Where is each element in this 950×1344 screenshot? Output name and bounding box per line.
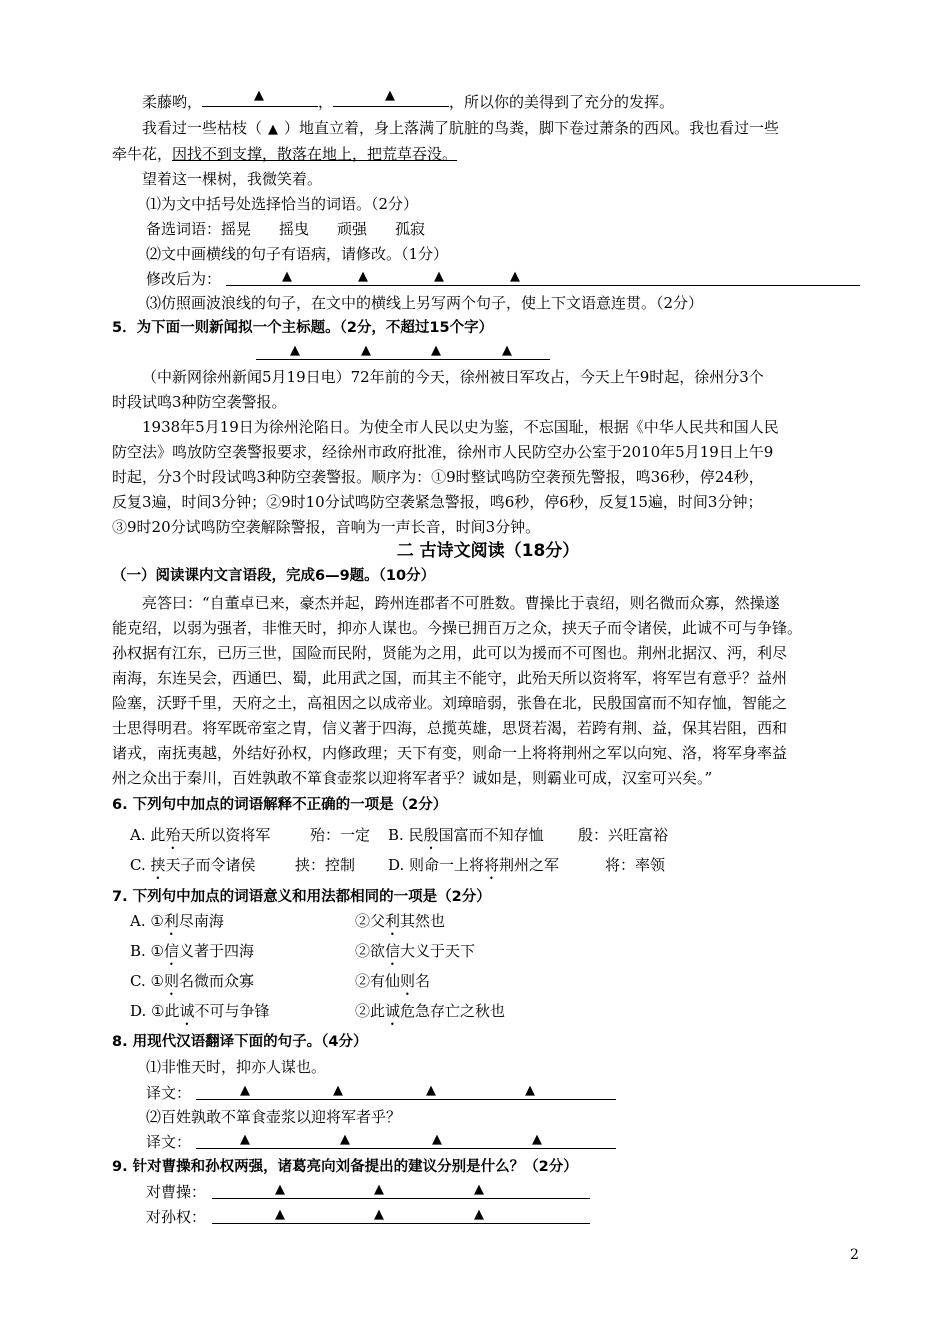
dotted-word: 诚: [385, 1002, 401, 1020]
options-label: 备选词语：: [146, 220, 222, 238]
sun-quan-label: 对孙权：: [146, 1208, 207, 1226]
triangle-icon: ▲: [240, 1132, 250, 1147]
option-d[interactable]: D. 则命一上将: [388, 856, 485, 874]
underlined-sentence: 因找不到支撑，散落在地上，把荒草吞没。: [172, 145, 458, 163]
answer-line[interactable]: [196, 1099, 616, 1100]
dotted-word: 将: [484, 856, 500, 874]
text: 其然也: [400, 912, 446, 930]
text: ，: [318, 93, 334, 111]
triangle-icon: ▲: [374, 1207, 384, 1222]
news-line: ③9时20分试鸣防空袭解除警报，音响为一声长音，时间3分钟。: [112, 518, 541, 536]
text: ）地直立着，身上落满了肮脏的鸟粪，脚下卷过萧条的西风。我也看过一些: [284, 119, 780, 137]
explanation: 殷：兴旺富裕: [578, 826, 669, 844]
text: C. ①: [130, 972, 164, 990]
text: 天所以资将军: [180, 826, 271, 844]
triangle-icon: ▲: [426, 1083, 436, 1098]
option-word: 顽强: [337, 220, 368, 238]
page-number: 2: [850, 1247, 859, 1263]
question-7-option-d[interactable]: [130, 998, 882, 1024]
fix-label: 修改后为：: [146, 270, 222, 288]
news-line: 时段试鸣3种防空袭警报。: [112, 393, 287, 411]
dotted-word: 诚: [179, 1002, 195, 1020]
question-5-title: 5．为下面一则新闻拟一个主标题。（2分，不超过15个字）: [112, 320, 494, 336]
triangle-icon: ▲: [340, 1132, 350, 1147]
dotted-word: 殷: [423, 826, 439, 844]
cao-cao-label: 对曹操：: [146, 1183, 207, 1201]
classical-text-line: 南海，东连吴会，西通巴、蜀，此用武之国，而其主不能守，此殆天所以资将军，将军岂有意乎？益州: [112, 669, 788, 687]
text: D. ①此: [130, 1002, 180, 1020]
triangle-icon: ▲: [374, 1182, 384, 1197]
subsection-title: （一）阅读课内文言语段，完成6—9题。（10分）: [112, 568, 436, 584]
classical-text-line: 能克绍，以弱为强者，非惟天时，抑亦人谋也。今操已拥百万之众，挟天子而令诸侯，此诚不可与争锋。: [112, 619, 803, 637]
text: 危急存亡之秋也: [400, 1002, 506, 1020]
triangle-icon: ▲: [502, 343, 512, 358]
option-word: 摇晃: [221, 220, 252, 238]
poem-line-1: [112, 88, 864, 114]
news-line: 1938年5月19日为徐州沦陷日。为使全市人民以史为鉴，不忘国耻，根据《中华人民共和国人民: [142, 418, 779, 436]
answer-line[interactable]: [212, 1198, 590, 1199]
answer-line[interactable]: [196, 1148, 616, 1149]
text: 不可与争锋: [194, 1002, 270, 1020]
text: ②有仙: [355, 972, 401, 990]
triangle-icon: ▲: [275, 1182, 285, 1197]
text: ②父: [355, 912, 386, 930]
triangle-icon: ▲: [510, 269, 520, 284]
triangle-icon: ▲: [240, 1083, 250, 1098]
classical-text-line: 诸戎，南抚夷越，外结好孙权，内修政理；天下有变，则命一上将将荆州之军以向宛、洛，将军身率益: [112, 744, 788, 762]
paragraph-line: [112, 115, 864, 141]
dotted-word: 信: [164, 942, 180, 960]
paragraph-line: [112, 141, 864, 167]
text: 尽南海: [178, 912, 224, 930]
triangle-icon: ▲: [333, 1083, 343, 1098]
fix-line: [146, 266, 898, 292]
triangle-icon: ▲: [254, 88, 265, 103]
translation-row-2: [146, 1129, 898, 1155]
question-7-option-c[interactable]: [130, 968, 882, 994]
option-word: 摇曳: [279, 220, 310, 238]
classical-text-line: 险塞，沃野千里，天府之土，高祖因之以成帝业。刘璋暗弱，张鲁在北，民殷国富而不知存恤，智能之: [112, 694, 788, 712]
sub-question-1: ⑴为文中括号处选择恰当的词语。（2分）: [146, 195, 419, 213]
sub-question-3: ⑶仿照画波浪线的句子，在文中的横线上另写两个句子，使上下文语意连贯。（2分）: [146, 294, 704, 312]
answer-line[interactable]: [212, 1223, 590, 1224]
explanation: 将：率领: [605, 856, 666, 874]
text: 名: [415, 972, 431, 990]
answer-blank[interactable]: [333, 88, 449, 107]
triangle-icon: ▲: [358, 269, 368, 284]
classical-text-line: 州之众出于秦川，百姓孰敢不箪食壶浆以迎将军者乎？诚如是，则霸业可成，汉室可兴矣。”: [112, 769, 713, 787]
question-6-row-1: [130, 822, 882, 848]
question-9-title: 9. 针对曹操和孙权两强，诸葛亮向刘备提出的建议分别是什么？（2分）: [112, 1159, 578, 1175]
triangle-icon: ▲: [385, 88, 396, 103]
explanation: 挟：控制: [295, 856, 356, 874]
question-8-title: 8. 用现代汉语翻译下面的句子。（4分）: [112, 1034, 368, 1050]
classical-text-line: 士思得明君。将军既帝室之胄，信义著于四海，总揽英雄，思贤若渴，若跨有荆、益，保其岩阻，西和: [112, 719, 788, 737]
text: 我看过一些枯枝（: [142, 119, 263, 137]
triangle-icon: ▲: [361, 343, 371, 358]
option-a[interactable]: A. 此: [130, 826, 166, 844]
triangle-icon: ▲: [474, 1207, 484, 1222]
dotted-word: 则: [163, 972, 179, 990]
question-7-option-b[interactable]: [130, 938, 882, 964]
news-line: 防空法》鸣放防空袭警报要求，经徐州市政府批准，徐州市人民防空办公室于2010年5月19日上午9: [112, 443, 774, 461]
option-c[interactable]: C.: [130, 856, 151, 874]
option-b[interactable]: B. 民: [388, 826, 424, 844]
triangle-icon: ▲: [434, 269, 444, 284]
text: 义著于四海: [179, 942, 255, 960]
triangle-icon: ▲: [432, 1132, 442, 1147]
word-options: [146, 216, 898, 242]
triangle-icon: ▲: [474, 1182, 484, 1197]
translation-label: 译文：: [146, 1133, 192, 1151]
triangle-icon: ▲: [525, 1083, 535, 1098]
answer-line[interactable]: [226, 285, 860, 286]
paragraph-line: 望着这一棵树，我微笑着。: [142, 170, 323, 188]
section-title: 二 古诗文阅读（18分）: [396, 541, 580, 561]
text: 国富而不知存恤: [438, 826, 544, 844]
triangle-icon: ▲: [290, 343, 300, 358]
dotted-word: 利: [163, 912, 179, 930]
question-7-title: 7. 下列句中加点的词语意义和用法都相同的一项是（2分）: [112, 889, 491, 905]
classical-text-line: 孙权据有江东，已历三世，国险而民附，贤能为之用，此可以为援而不可图也。荆州北据汉、沔，利尽: [112, 644, 788, 662]
dotted-word: 挟: [150, 856, 166, 874]
text: A. ①: [130, 912, 164, 930]
text: 大义于天下: [400, 942, 476, 960]
answer-blank[interactable]: [202, 88, 318, 107]
text: 柔藤哟，: [142, 93, 203, 111]
triangle-icon: ▲: [431, 343, 441, 358]
triangle-icon: ▲: [275, 1207, 285, 1222]
triangle-icon: ▲: [532, 1132, 542, 1147]
dotted-word: 信: [385, 942, 401, 960]
text: 荆州之军: [499, 856, 560, 874]
sentence-1: ⑴非惟天时，抑亦人谋也。: [146, 1058, 327, 1076]
news-line: 反复3遍，时间3分钟；②9时10分试鸣防空袭紧急警报，鸣6秒，停6秒，反复15遍，时间3分钟；: [112, 493, 763, 511]
dotted-word: 则: [400, 972, 416, 990]
option-word: 孤寂: [395, 220, 426, 238]
question-6-row-2: [130, 852, 882, 878]
translation-row-1: [146, 1080, 898, 1106]
classical-text-line: 亮答曰：“自董卓已来，豪杰并起，跨州连郡者不可胜数。曹操比于袁绍，则名微而众寡，然操遂: [142, 594, 780, 612]
dotted-word: 利: [385, 912, 401, 930]
text: ②此: [355, 1002, 386, 1020]
text: 牵牛花，: [112, 145, 173, 163]
text: ，所以你的美得到了充分的发挥。: [449, 93, 675, 111]
news-line: （中新网徐州新闻5月19日电）72年前的今天，徐州被日军攻占，今天上午9时起，徐州分3个: [142, 368, 764, 386]
explanation: 殆：一定: [310, 826, 371, 844]
question-7-option-a[interactable]: [130, 908, 882, 934]
text: B. ①: [130, 942, 165, 960]
triangle-icon: ▲: [282, 269, 292, 284]
sentence-2: ⑵百姓孰敢不箪食壶浆以迎将军者乎？: [146, 1108, 402, 1126]
translation-label: 译文：: [146, 1084, 192, 1102]
sub-question-2: ⑵文中画横线的句子有语病，请修改。（1分）: [146, 245, 449, 263]
question-6-title: 6. 下列句中加点的词语解释不正确的一项是（2分）: [112, 797, 448, 813]
news-line: 时起，分3个时段试鸣3种防空袭警报。顺序为：①9时整试鸣防空袭预先警报，鸣36秒，停24秒，: [112, 468, 764, 486]
text: 名微而众寡: [178, 972, 254, 990]
triangle-icon: ▲: [268, 122, 279, 137]
text: ②欲: [355, 942, 386, 960]
text: 天子而令诸侯: [165, 856, 256, 874]
dotted-word: 殆: [165, 826, 181, 844]
